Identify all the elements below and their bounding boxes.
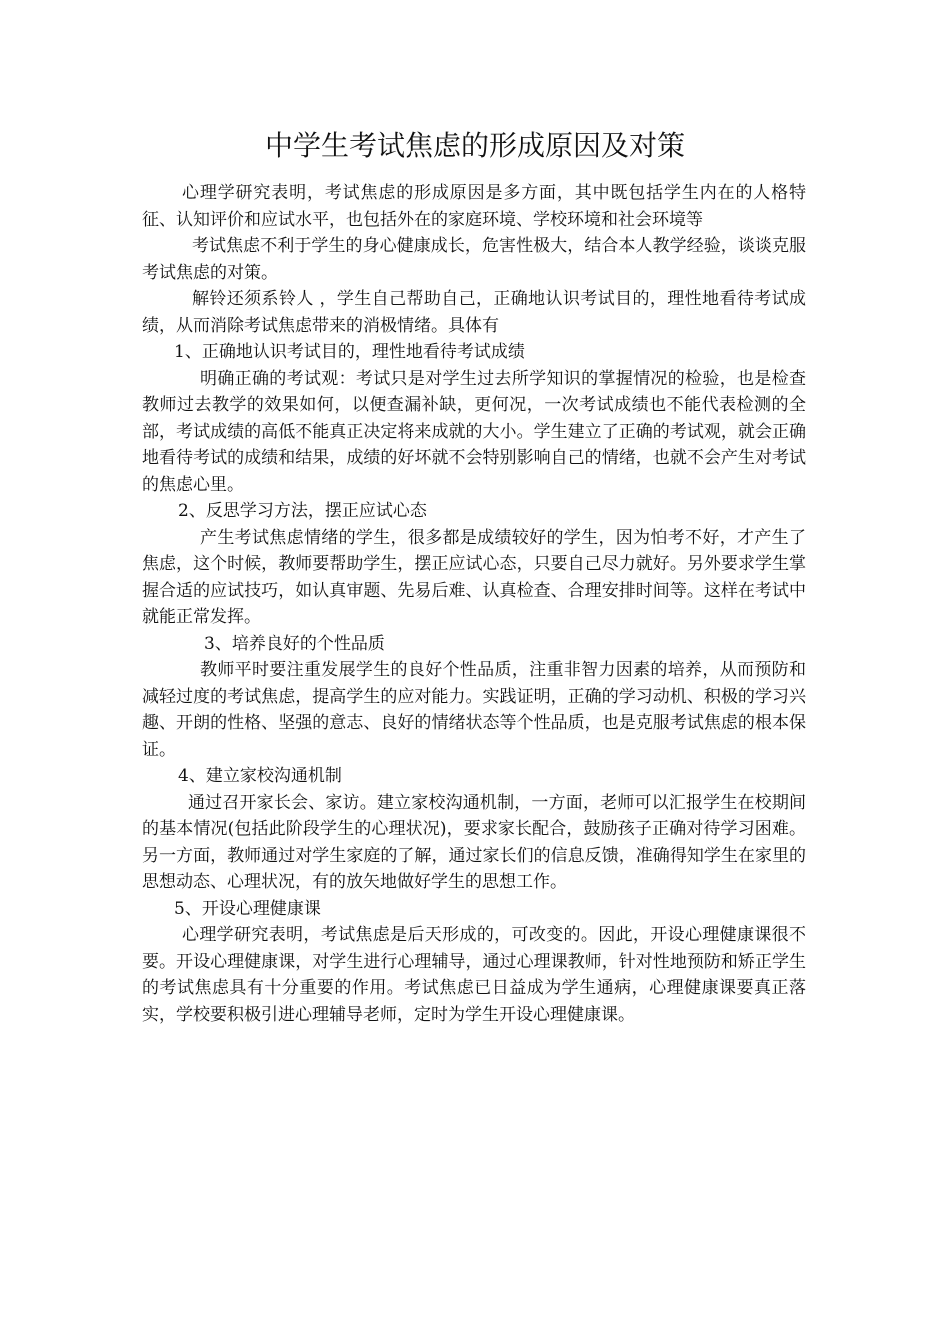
intro-paragraph-2: 考试焦虑不利于学生的身心健康成长，危害性极大，结合本人教学经验，谈谈克服考试焦虑的对策。: [142, 236, 806, 283]
intro-paragraph-3: 解铃还须系铃人 ，学生自己帮助自己，正确地认识考试目的，理性地看待考试成绩，从而消除考试焦虑带来的消极情绪。具体有: [142, 289, 806, 336]
section-text-5: 心理学研究表明，考试焦虑是后天形成的，可改变的。因此，开设心理健康课很不要。开设心理健康课，对学生进行心理辅导，通过心理课教师，针对性地预防和矫正学生的考试焦虑具有十分重要的作用。考试焦虑已日益成为学生通病，心理健康课要真正落实，学校要积极引进心理辅导老师，定时为学生开设心理健康课。: [142, 925, 806, 1025]
document-title: 中学生考试焦虑的形成原因及对策: [264, 129, 685, 162]
section-text-1: 明确正确的考试观：考试只是对学生过去所学知识的掌握情况的检验，也是检查教师过去教学的效果如何，以便查漏补缺，更何况，一次考试成绩也不能代表检测的全部，考试成绩的高低不能真正决定将来成就的大小。学生建立了正确的考试观，就会正确地看待考试的成绩和结果，成绩的好坏就不会特别影响自己的情绪，也就不会产生对考试的焦虑心里。: [142, 368, 806, 495]
section-heading-3: 3、培养良好的个性品质: [204, 633, 385, 654]
section-heading-2: 2、反思学习方法，摆正应试心态: [178, 501, 427, 521]
section-heading-4: 4、建立家校沟通机制: [178, 766, 342, 786]
section-text-3: 教师平时要注重发展学生的良好个性品质，注重非智力因素的培养，从而预防和减轻过度的考试焦虑，提高学生的应对能力。实践证明，正确的学习动机、积极的学习兴趣、开朗的性格、坚强的意志、良好的情绪状态等个性品质，也是克服考试焦虑的根本保证。: [142, 660, 806, 760]
section-heading-1: 1、正确地认识考试目的，理性地看待考试成绩: [174, 342, 525, 362]
intro-paragraph-1: 心理学研究表明，考试焦虑的形成原因是多方面，其中既包括学生内在的人格特征、认知评价和应试水平，也包括外在的家庭环境、学校环境和社会环境等: [142, 183, 806, 230]
document-body: [142, 180, 806, 1028]
section-text-4: 通过召开家长会、家访。建立家校沟通机制，一方面，老师可以汇报学生在校期间的基本情况(包括此阶段学生的心理状况)，要求家长配合，鼓励孩子正确对待学习困难。另一方面，教师通过对学生家庭的了解，通过家长们的信息反馈，准确得知学生在家里的思想动态、心理状况，有的放矢地做好学生的思想工作。: [142, 792, 806, 892]
section-text-2: 产生考试焦虑情绪的学生，很多都是成绩较好的学生，因为怕考不好，才产生了焦虑，这个时候，教师要帮助学生，摆正应试心态，只要自己尽力就好。另外要求学生掌握合适的应试技巧，如认真审题、先易后难、认真检查、合理安排时间等。这样在考试中就能正常发挥。: [142, 527, 806, 627]
section-heading-5: 5、开设心理健康课: [174, 898, 321, 919]
